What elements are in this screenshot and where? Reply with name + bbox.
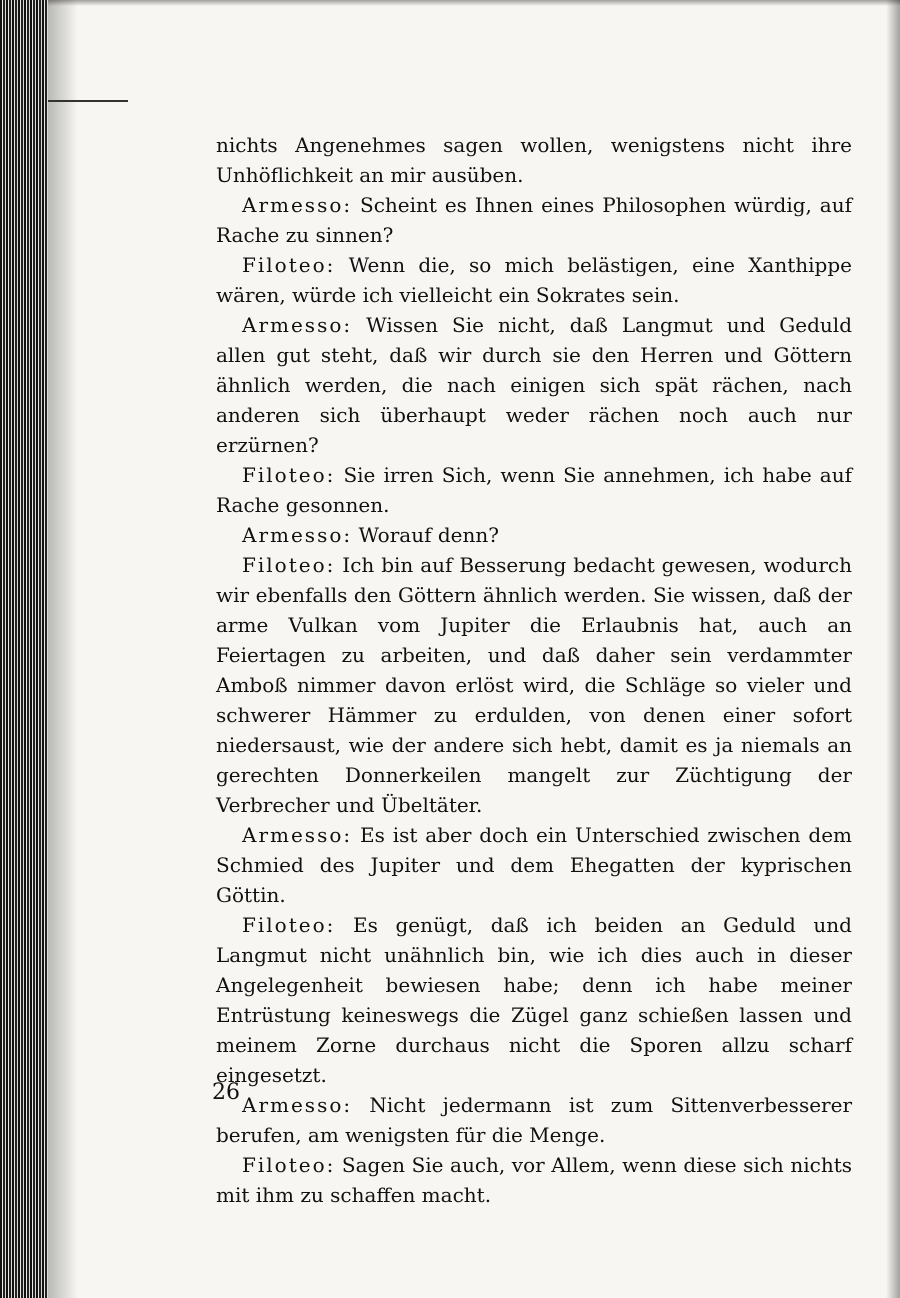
speaker-name: Filoteo: (242, 553, 336, 577)
opening-lines: nichts Angenehmes sagen wollen, wenigstens nicht ihre Unhöflichkeit an mir ausüben. (216, 133, 852, 187)
dialogue-paragraph (216, 820, 852, 910)
dialogue-paragraph (216, 310, 852, 460)
page-number: 26 (212, 1080, 240, 1105)
dialogue-paragraph (216, 460, 852, 520)
dialogue-paragraph (216, 550, 852, 820)
dialogue-paragraph (216, 910, 852, 1090)
dialogue-paragraph (216, 520, 852, 550)
speaker-name: Armesso: (242, 1093, 353, 1117)
dialogue-text: Es ist aber doch ein Unterschied zwischen dem Schmied des Jupiter und dem Ehegatten der kyprischen Göttin. (216, 823, 852, 907)
speaker-name: Armesso: (242, 313, 353, 337)
page-top-edge (48, 0, 900, 6)
dialogue-text: Sagen Sie auch, vor Allem, wenn diese sich nichts mit ihm zu schaffen macht. (216, 1153, 852, 1207)
dialogue-text: Scheint es Ihnen eines Philosophen würdig, auf Rache zu sinnen? (216, 193, 852, 247)
speaker-name: Armesso: (242, 823, 353, 847)
book-spine-gutter (0, 0, 48, 1298)
dialogue-paragraph (216, 1150, 852, 1210)
page-right-edge (886, 0, 900, 1298)
dialogue-text: Sie irren Sich, wenn Sie annehmen, ich habe auf Rache gesonnen. (216, 463, 852, 517)
speaker-name: Armesso: (242, 523, 353, 547)
dialogue-paragraph (216, 250, 852, 310)
dialogue-text: Es genügt, daß ich beiden an Geduld und Langmut nicht unähnlich bin, wie ich dies auch in dieser Angelegenheit bewiesen habe; denn ich habe meiner Entrüstung keineswegs die Zügel ganz schießen lassen und meinem Zorne durchaus nicht die Sporen allzu scharf eingesetzt. (216, 913, 852, 1087)
margin-rule (48, 100, 128, 102)
gutter-shadow (48, 0, 78, 1298)
dialogue-text: Wissen Sie nicht, daß Langmut und Geduld allen gut steht, daß wir durch sie den Herren und Göttern ähnlich werden, die nach einigen sich spät rächen, nach anderen sich überhaupt weder rächen noch auch nur erzürnen? (216, 313, 852, 457)
dialogue-text: Wenn die, so mich belästigen, eine Xanthippe wären, würde ich vielleicht ein Sokrates sein. (216, 253, 852, 307)
dialogue-text: Worauf denn? (352, 523, 499, 547)
dialogue-text: Ich bin auf Besserung bedacht gewesen, wodurch wir ebenfalls den Göttern ähnlich werden. Sie wissen, daß der arme Vulkan vom Jupiter die Erlaubnis hat, auch an Feiertagen zu arbeiten, und daß daher sein verdammter Amboß nimmer davon erlöst wird, die Schläge so vieler und schwerer Hämmer zu erdulden, von denen einer sofort niedersaust, wie der andere sich hebt, damit es ja niemals an gerechten Donnerkeilen mangelt zur Züchtigung der Verbrecher und Übeltäter. (216, 553, 852, 817)
page-text-body (216, 130, 852, 1210)
dialogue-paragraph (216, 190, 852, 250)
speaker-name: Filoteo: (242, 1153, 336, 1177)
speaker-name: Armesso: (242, 193, 353, 217)
dialogue-paragraph (216, 1090, 852, 1150)
speaker-name: Filoteo: (242, 913, 336, 937)
speaker-name: Filoteo: (242, 463, 336, 487)
dialogue-text: Nicht jedermann ist zum Sittenverbesserer berufen, am wenigsten für die Menge. (216, 1093, 852, 1147)
speaker-name: Filoteo: (242, 253, 336, 277)
